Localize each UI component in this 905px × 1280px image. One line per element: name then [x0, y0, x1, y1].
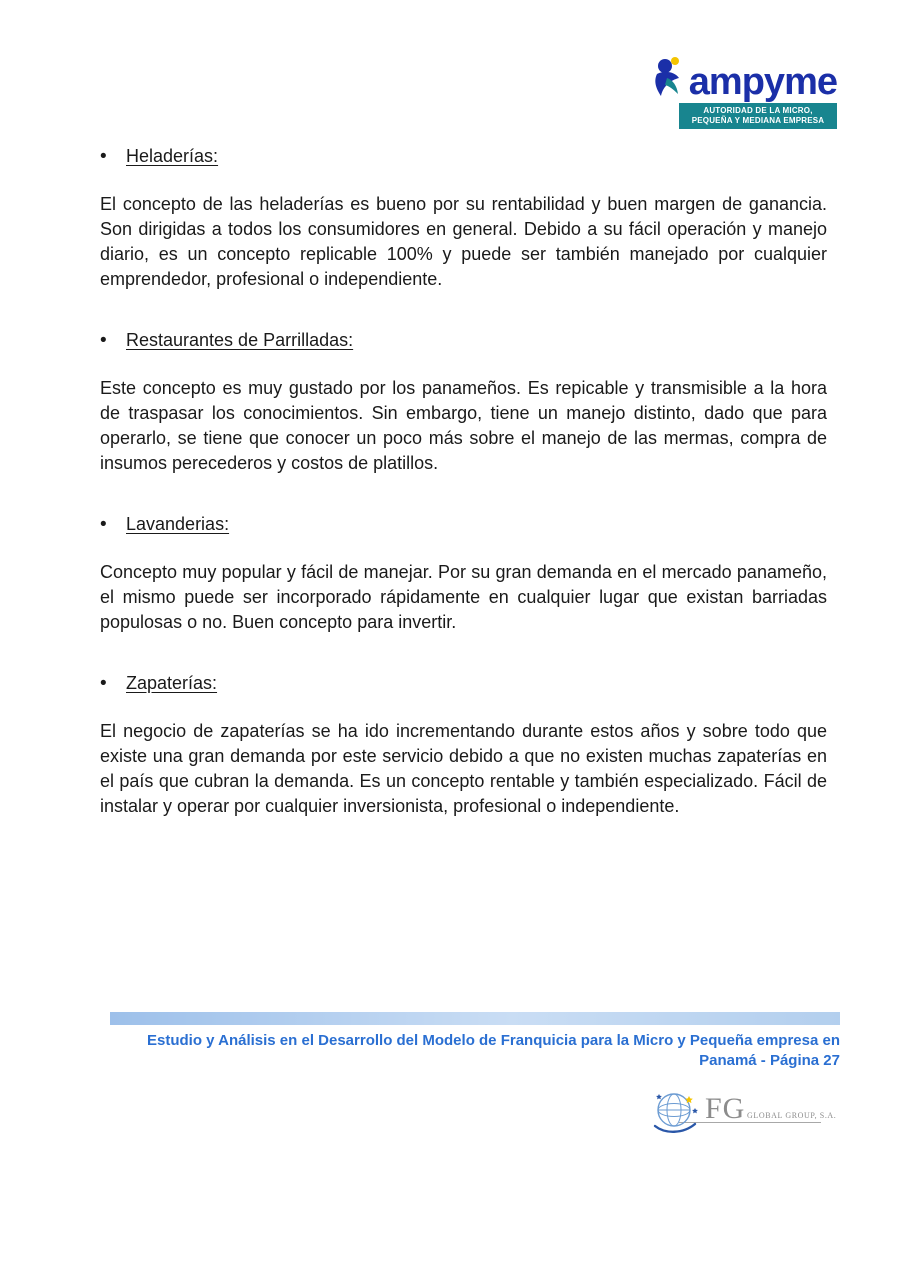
section-heading: Restaurantes de Parrilladas:: [126, 330, 354, 350]
fg-company-name-text: GLOBAL GROUP, S.A.: [747, 1111, 837, 1120]
section-heading: Zapaterías:: [126, 673, 218, 693]
section-heading-row: [100, 146, 827, 168]
ampyme-logo: [651, 56, 837, 129]
footer-divider-bar: [110, 1012, 840, 1025]
section-paragraph: El concepto de las heladerías es bueno por su rentabilidad y buen margen de ganancia. Son dirigidas a todos los consumidores en general. Debido a su fácil operación y manejo diario, es un concepto replicable 100% y puede ser también manejado por cualquier emprendedor, profesional o independiente.: [100, 194, 827, 289]
section-zapaterias: [100, 673, 827, 819]
bullet-icon: •: [100, 514, 107, 535]
section-heading-row: [100, 330, 827, 352]
fg-global-group-logo: [651, 1088, 837, 1140]
section-heading: Heladerías:: [126, 146, 219, 166]
section-heading: Lavanderias:: [126, 514, 230, 534]
bullet-icon: •: [100, 146, 107, 167]
fg-initials-text: FG: [705, 1092, 746, 1125]
ampyme-person-icon: [651, 56, 685, 103]
ampyme-tagline: AUTORIDAD DE LA MICRO, PEQUEÑA Y MEDIANA EMPRESA: [679, 103, 837, 129]
section-heading-row: [100, 673, 827, 695]
section-paragraph: El negocio de zapaterías se ha ido incrementando durante estos años y sobre todo que existe una gran demanda por este servicio debido a que no existen muchas zapaterías en el país que cubran la demanda. Es un concepto rentable y también especializado. Fácil de instalar y operar por cualquier inversionista, profesional o independiente.: [100, 721, 827, 816]
footer-caption-line1: Estudio y Análisis en el Desarrollo del Modelo de Franquicia para la Micro y Pequeña empresa en: [147, 1032, 840, 1049]
section-restaurantes: [100, 330, 827, 476]
document-content: [100, 146, 827, 857]
footer-caption-line2: Panamá - Página 27: [699, 1052, 840, 1069]
fg-globe-icon: [651, 1088, 701, 1145]
section-lavanderias: [100, 514, 827, 635]
bullet-icon: •: [100, 330, 107, 351]
footer-caption: [110, 1031, 840, 1071]
section-paragraph: Concepto muy popular y fácil de manejar. Por su gran demanda en el mercado panameño, el mismo puede ser incorporado rápidamente en cualquier lugar que existan barriadas populosas o no. Buen concepto para invertir.: [100, 562, 827, 632]
section-paragraph: Este concepto es muy gustado por los panameños. Es repicable y transmisible a la hora de traspasar los conocimientos. Sin embargo, tiene un manejo distinto, dado que para operarlo, se tiene que conocer un poco más sobre el manejo de las mermas, compra de insumos perecederos y costos de platillos.: [100, 378, 827, 473]
bullet-icon: •: [100, 673, 107, 694]
ampyme-brand-text: ampyme: [688, 61, 837, 103]
section-heladerias: [100, 146, 827, 292]
section-heading-row: [100, 514, 827, 536]
